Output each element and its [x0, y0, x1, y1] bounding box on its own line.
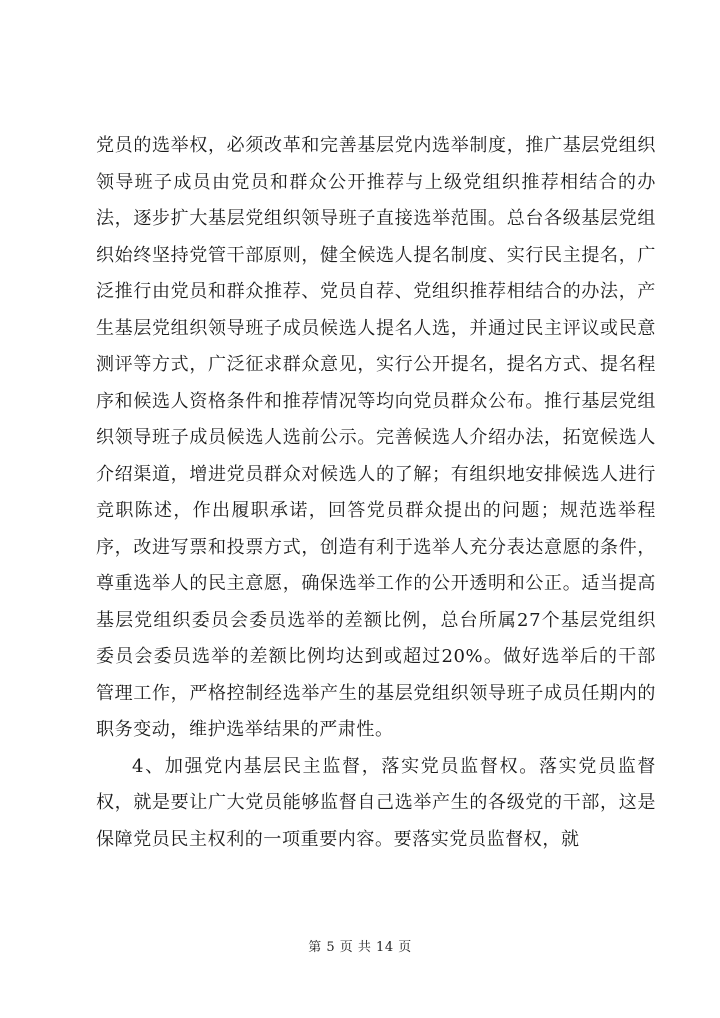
- page-footer: 第 5 页 共 14 页: [308, 940, 412, 955]
- paragraph-continuation: 党员的选举权，必须改革和完善基层党内选举制度，推广基层党组织领导班子成员由党员和群众公开推荐与上级党组织推荐相结合的办法，逐步扩大基层党组织领导班子直接选举范围。总台各级基层党组织始终坚持党管干部原则，健全候选人提名制度、实行民主提名，广泛推行由党员和群众推荐、党员自荐、党组织推荐相结合的办法，产生基层党组织领导班子成员候选人提名人选，并通过民主评议或民意测评等方式，广泛征求群众意见，实行公开提名，提名方式、提名程序和候选人资格条件和推荐情况等均向党员群众公布。推行基层党组织领导班子成员候选人选前公示。完善候选人介绍办法，拓宽候选人介绍渠道，增进党员群众对候选人的了解；有组织地安排候选人进行竞职陈述，作出履职承诺，回答党员群众提出的问题；规范选举程序，改进写票和投票方式，创造有利于选举人充分表达意愿的条件，尊重选举人的民主意愿，确保选举工作的公开透明和公正。适当提高基层党组织委员会委员选举的差额比例，总台所属27个基层党组织委员会委员选举的差额比例均达到或超过20%。做好选举后的干部管理工作，严格控制经选举产生的基层党组织领导班子成员任期内的职务变动，维护选举结果的严肃性。: [96, 135, 656, 740]
- document-body: [96, 128, 656, 858]
- paragraph-section-4: 4、加强党内基层民主监督，落实党员监督权。落实党员监督权，就是要让广大党员能够监督自己选举产生的各级党的干部，这是保障党员民主权利的一项重要内容。要落实党员监督权，就: [96, 755, 656, 850]
